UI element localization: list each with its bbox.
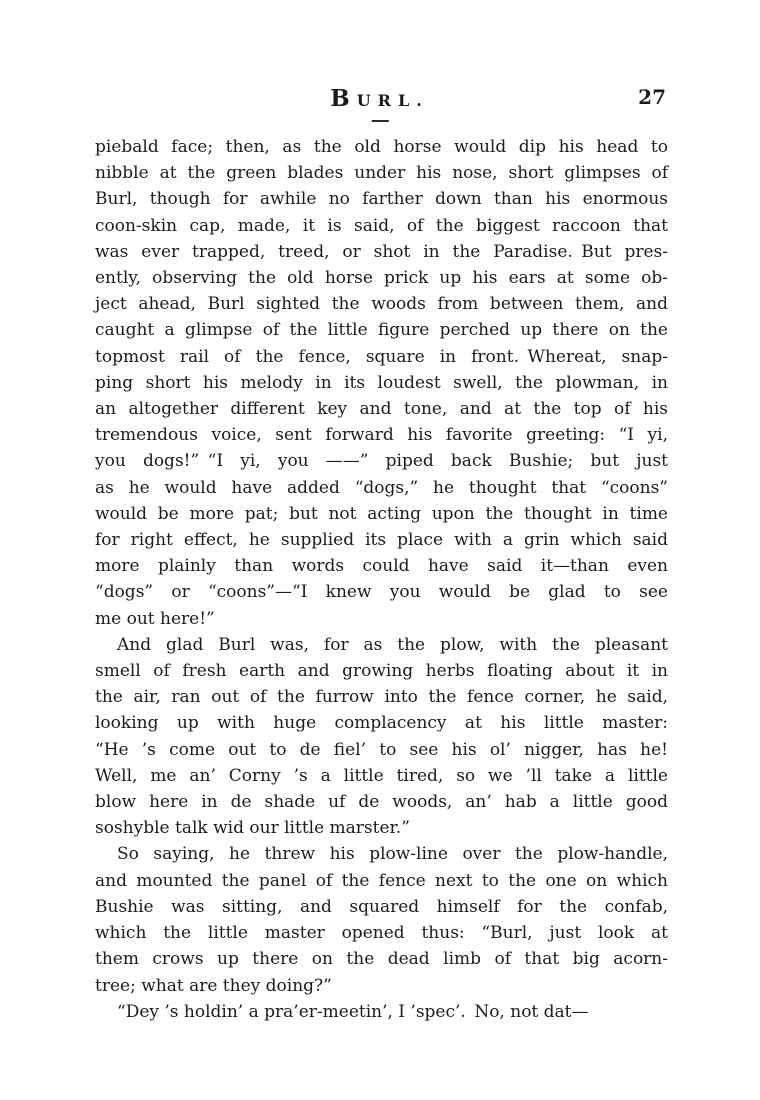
text-line: would be more pat; but not acting upon the thought in time (95, 503, 668, 524)
text-line: tremendous voice, sent forward his favorite greeting: “I yi, (95, 425, 668, 446)
text-line: for right effect, he supplied its place with a grin which said (95, 530, 668, 551)
text-line: nibble at the green blades under his nose, short glimpses of (95, 163, 668, 184)
title-initial: B (330, 85, 357, 112)
text-line: coon-skin cap, made, it is said, of the biggest raccoon that (95, 215, 668, 236)
text-line: Bushie was sitting, and squared himself for the confab, (95, 896, 668, 917)
text-line: tree; what are they doing?” (95, 975, 332, 996)
text-line: was ever trapped, treed, or shot in the Paradise. But pres- (95, 241, 668, 262)
text-line: ently, observing the old horse prick up his ears at some ob- (95, 268, 668, 289)
text-line: soshyble talk wid our little marster.” (95, 818, 410, 839)
text-line: you dogs!” “I yi, you ——” piped back Bushie; but just (95, 451, 668, 472)
text-line: an altogether different key and tone, and at the top of his (95, 399, 668, 420)
text-line: blow here in de shade uf de woods, an’ hab a little good (95, 792, 668, 813)
text-line: piebald face; then, as the old horse would dip his head to (95, 137, 668, 157)
text-line: smell of fresh earth and growing herbs floating about it in (95, 661, 668, 682)
text-line: them crows up there on the dead limb of that big acorn- (95, 949, 668, 970)
text-line: looking up with huge complacency at his little master: (95, 713, 668, 734)
text-line: as he would have added “dogs,” he thought that “coons” (95, 477, 668, 498)
text-line: “He ’s come out to de fiel’ to see his ol’ nigger, has he! (95, 739, 668, 760)
text-line: caught a glimpse of the little figure perched up there on the (95, 320, 668, 341)
page-number: 27 (638, 85, 666, 109)
text-line: “Dey ’s holdin’ a pra’er-meetin’, I ’spec’. No, not dat— (117, 1001, 589, 1022)
page-title (330, 85, 429, 112)
text-line: ping short his melody in its loudest swell, the plowman, in (95, 372, 668, 393)
text-line: and mounted the panel of the fence next to the one on which (95, 870, 668, 891)
text-line: And glad Burl was, for as the plow, with the pleasant (117, 634, 668, 655)
page-header (95, 85, 668, 131)
text-line: which the little master opened thus: “Burl, just look at (95, 923, 668, 944)
text-line: ject ahead, Burl sighted the woods from between them, and (95, 294, 668, 315)
text-line: So saying, he threw his plow-line over the plow-handle, (117, 844, 668, 865)
text-line: more plainly than words could have said it—than even (95, 556, 668, 577)
text-line: me out here!” (95, 608, 215, 629)
text-block (95, 134, 668, 1025)
text-line: the air, ran out of the furrow into the fence corner, he said, (95, 687, 668, 708)
text-line: Burl, though for awhile no farther down than his enormous (95, 189, 668, 210)
text-line: Well, me an’ Corny ’s a little tired, so we ’ll take a little (95, 765, 668, 786)
title-rest: URL. (356, 91, 429, 110)
text-line: “dogs” or “coons”—“I knew you would be glad to see (95, 582, 668, 603)
text-line: topmost rail of the fence, square in front. Whereat, snap- (95, 346, 668, 367)
header-rule (371, 120, 388, 122)
